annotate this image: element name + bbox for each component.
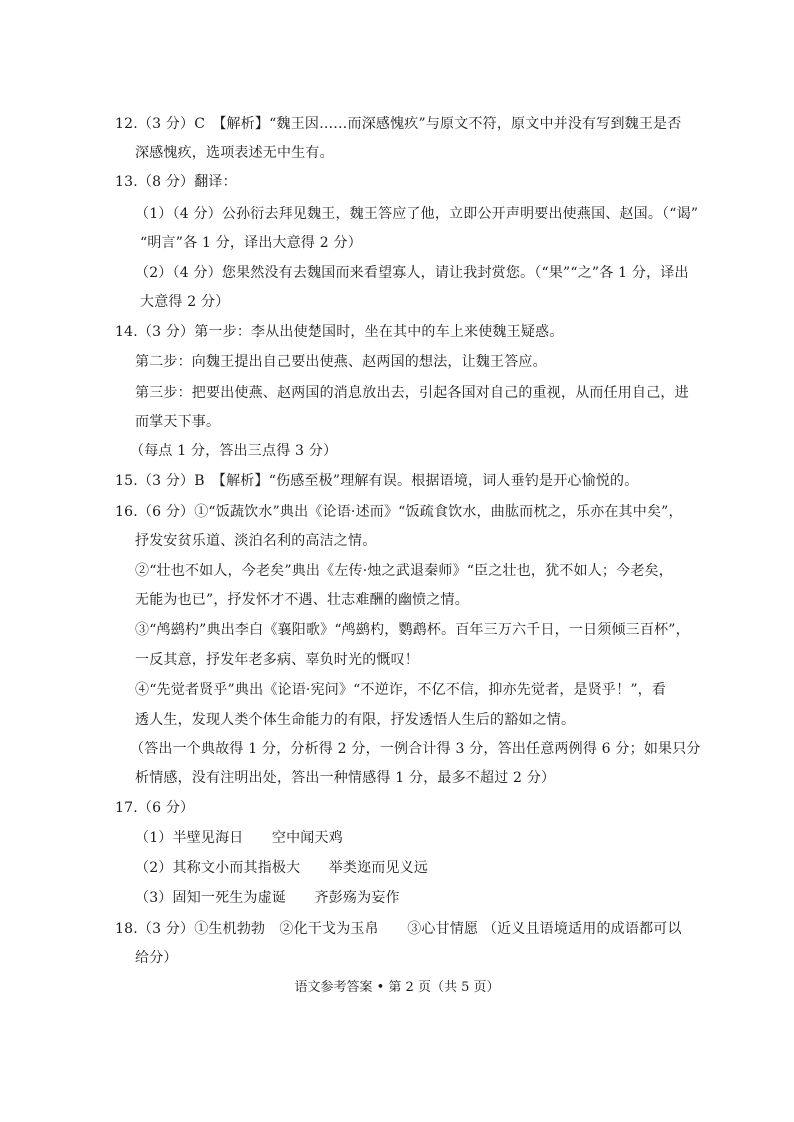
q16-line-6: 一反其意，抒发年老多病、辜负时光的慨叹！ bbox=[135, 652, 419, 668]
q16-line-8: 透人生，发现人类个体生命能力的有限，抒发透悟人生后的豁如之情。 bbox=[135, 712, 576, 728]
q14-line-5: （每点 1 分，答出三点得 3 分） bbox=[130, 443, 338, 459]
q13-sub2-line-2: 大意得 2 分） bbox=[140, 294, 230, 310]
q16-line-3: ②“壮也不如人，今老矣”典出《左传·烛之武退秦师》“臣之壮也，犹不如人；今老矣， bbox=[135, 563, 673, 579]
q13-heading: 13.（8 分）翻译： bbox=[115, 174, 237, 190]
q16-line-1: 16.（6 分）①“饭蔬饮水”典出《论语·述而》“饭疏食饮水，曲肱而枕之，乐亦在其中矣”， bbox=[115, 504, 683, 520]
q16-line-7: ④“先觉者贤乎”典出《论语·宪问》“不逆诈，不亿不信，抑亦先觉者，是贤乎！”，看 bbox=[135, 682, 667, 698]
q18-line-1: 18.（3 分）①生机勃勃 ②化干戈为玉帛 ③心甘情愿 （近义且语境适用的成语都可以 bbox=[115, 921, 682, 937]
page-footer: 语文参考答案 • 第 2 页（共 5 页） bbox=[294, 980, 500, 995]
q17-sub3: （3）固知一死生为虚诞 齐彭殇为妄作 bbox=[135, 890, 400, 906]
q16-line-10: 析情感，没有注明出处，答出一种情感得 1 分，最多不超过 2 分） bbox=[135, 770, 556, 786]
q13-sub1-line-2: “明言”各 1 分，译出大意得 2 分） bbox=[140, 235, 362, 251]
q14-line-3: 第三步：把要出使燕、赵两国的消息放出去，引起各国对自己的重视，从而任用自己，进 bbox=[135, 385, 689, 401]
q13-sub2-line-1: （2）（4 分）您果然没有去魏国而来看望寡人，请让我封赏您。（“果”“之”各 1 分，译出 bbox=[135, 265, 689, 281]
q13-sub1-line-1: （1）（4 分）公孙衍去拜见魏王，魏王答应了他，立即公开声明要出使燕国、赵国。（“谒” bbox=[135, 206, 699, 222]
q17-heading: 17.（6 分） bbox=[115, 800, 195, 816]
q12-line-1: 12.（3 分）C 【解析】“魏王因……而深感愧疚”与原文不符，原文中并没有写到魏王是否 bbox=[115, 116, 682, 132]
q12-line-2: 深感愧疚，选项表述无中生有。 bbox=[135, 145, 334, 161]
q16-line-9: （答出一个典故得 1 分，分析得 2 分，一例合计得 3 分，答出任意两例得 6 分；如果只分 bbox=[130, 741, 701, 757]
q14-line-4: 而掌天下事。 bbox=[135, 414, 221, 430]
q16-line-2: 抒发安贫乐道、淡泊名利的高洁之情。 bbox=[135, 533, 377, 549]
q16-line-4: 无能为也已”，抒发怀才不遇、壮志难酬的幽愤之情。 bbox=[135, 592, 469, 608]
q17-sub2: （2）其称文小而其指极大 举类迩而见义远 bbox=[135, 860, 429, 876]
q14-line-1: 14.（3 分）第一步：李从出使楚国时，坐在其中的车上来使魏王疑惑。 bbox=[115, 324, 564, 340]
q14-line-2: 第二步：向魏王提出自己要出使燕、赵两国的想法，让魏王答应。 bbox=[135, 354, 547, 370]
q17-sub1: （1）半壁见海日 空中闻天鸡 bbox=[135, 830, 343, 846]
q16-line-5: ③“鸬鹚杓”典出李白《襄阳歌》“鸬鹚杓，鹦鹉杯。百年三万六千日，一日须倾三百杯”， bbox=[135, 622, 690, 638]
q18-line-2: 给分） bbox=[135, 950, 178, 966]
q15-line-1: 15.（3 分）B 【解析】“伤感至极”理解有误。根据语境，词人垂钓是开心愉悦的。 bbox=[115, 473, 639, 489]
